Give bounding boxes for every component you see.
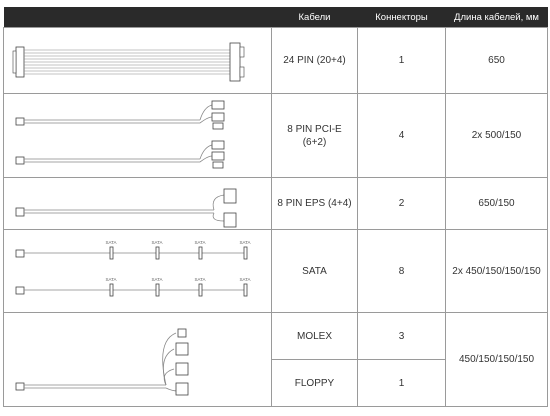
- connector-count: 8: [358, 230, 446, 313]
- molex-floppy-cable-drawing: [4, 313, 270, 406]
- connector-count: 3: [358, 313, 446, 360]
- cable-length: 650: [446, 28, 548, 94]
- sata-connector-label: SATA: [194, 276, 206, 282]
- table-row: [4, 94, 548, 178]
- cable-name: SATA: [272, 230, 358, 313]
- eps-cable-image: [4, 178, 272, 230]
- cable-name: 8 PIN EPS (4+4): [272, 178, 358, 230]
- cable-spec-table: [3, 7, 548, 407]
- cable-length: 650/150: [446, 178, 548, 230]
- cable-length: 2x 500/150: [446, 94, 548, 178]
- connector-count: 2: [358, 178, 446, 230]
- sata-connector-label: SATA: [194, 239, 206, 245]
- pcie-cables-drawing: [4, 95, 270, 177]
- connector-count: 1: [358, 28, 446, 94]
- molex-floppy-cable-image: [4, 313, 272, 407]
- sata-connector-label: SATA: [239, 239, 251, 245]
- sata-connector-label: SATA: [105, 276, 117, 282]
- sata-cables-image: [4, 230, 272, 313]
- 24-pin-cable-image: [4, 28, 272, 94]
- cable-name: MOLEX: [272, 313, 358, 360]
- table-row: [4, 28, 548, 94]
- cable-name-line2: (6+2): [302, 136, 327, 148]
- pcie-cables-image: [4, 94, 272, 178]
- cable-name: [272, 94, 358, 178]
- sata-cables-drawing: [4, 231, 270, 312]
- sata-connector-label: SATA: [239, 276, 251, 282]
- sata-connector-label: SATA: [151, 276, 163, 282]
- sata-connector-label: SATA: [105, 239, 117, 245]
- header-connectors: Коннекторы: [358, 7, 446, 28]
- sata-connector-label: SATA: [151, 239, 163, 245]
- table-row: [4, 178, 548, 230]
- header-cables: Кабели: [272, 7, 358, 28]
- cable-length: 2x 450/150/150/150: [446, 230, 548, 313]
- table-row: [4, 313, 548, 360]
- connector-count: 1: [358, 360, 446, 407]
- cable-name-line1: 8 PIN PCI-E: [287, 123, 342, 135]
- cable-name: 24 PIN (20+4): [272, 28, 358, 94]
- connector-count: 4: [358, 94, 446, 178]
- 24-pin-cable-drawing: [4, 29, 270, 93]
- header-length: Длина кабелей, мм: [446, 7, 548, 28]
- table-header-row: [4, 7, 548, 28]
- eps-cable-drawing: [4, 179, 270, 229]
- cable-length: 450/150/150/150: [446, 313, 548, 407]
- header-image: [4, 7, 272, 28]
- table-row: [4, 230, 548, 313]
- cable-name: FLOPPY: [272, 360, 358, 407]
